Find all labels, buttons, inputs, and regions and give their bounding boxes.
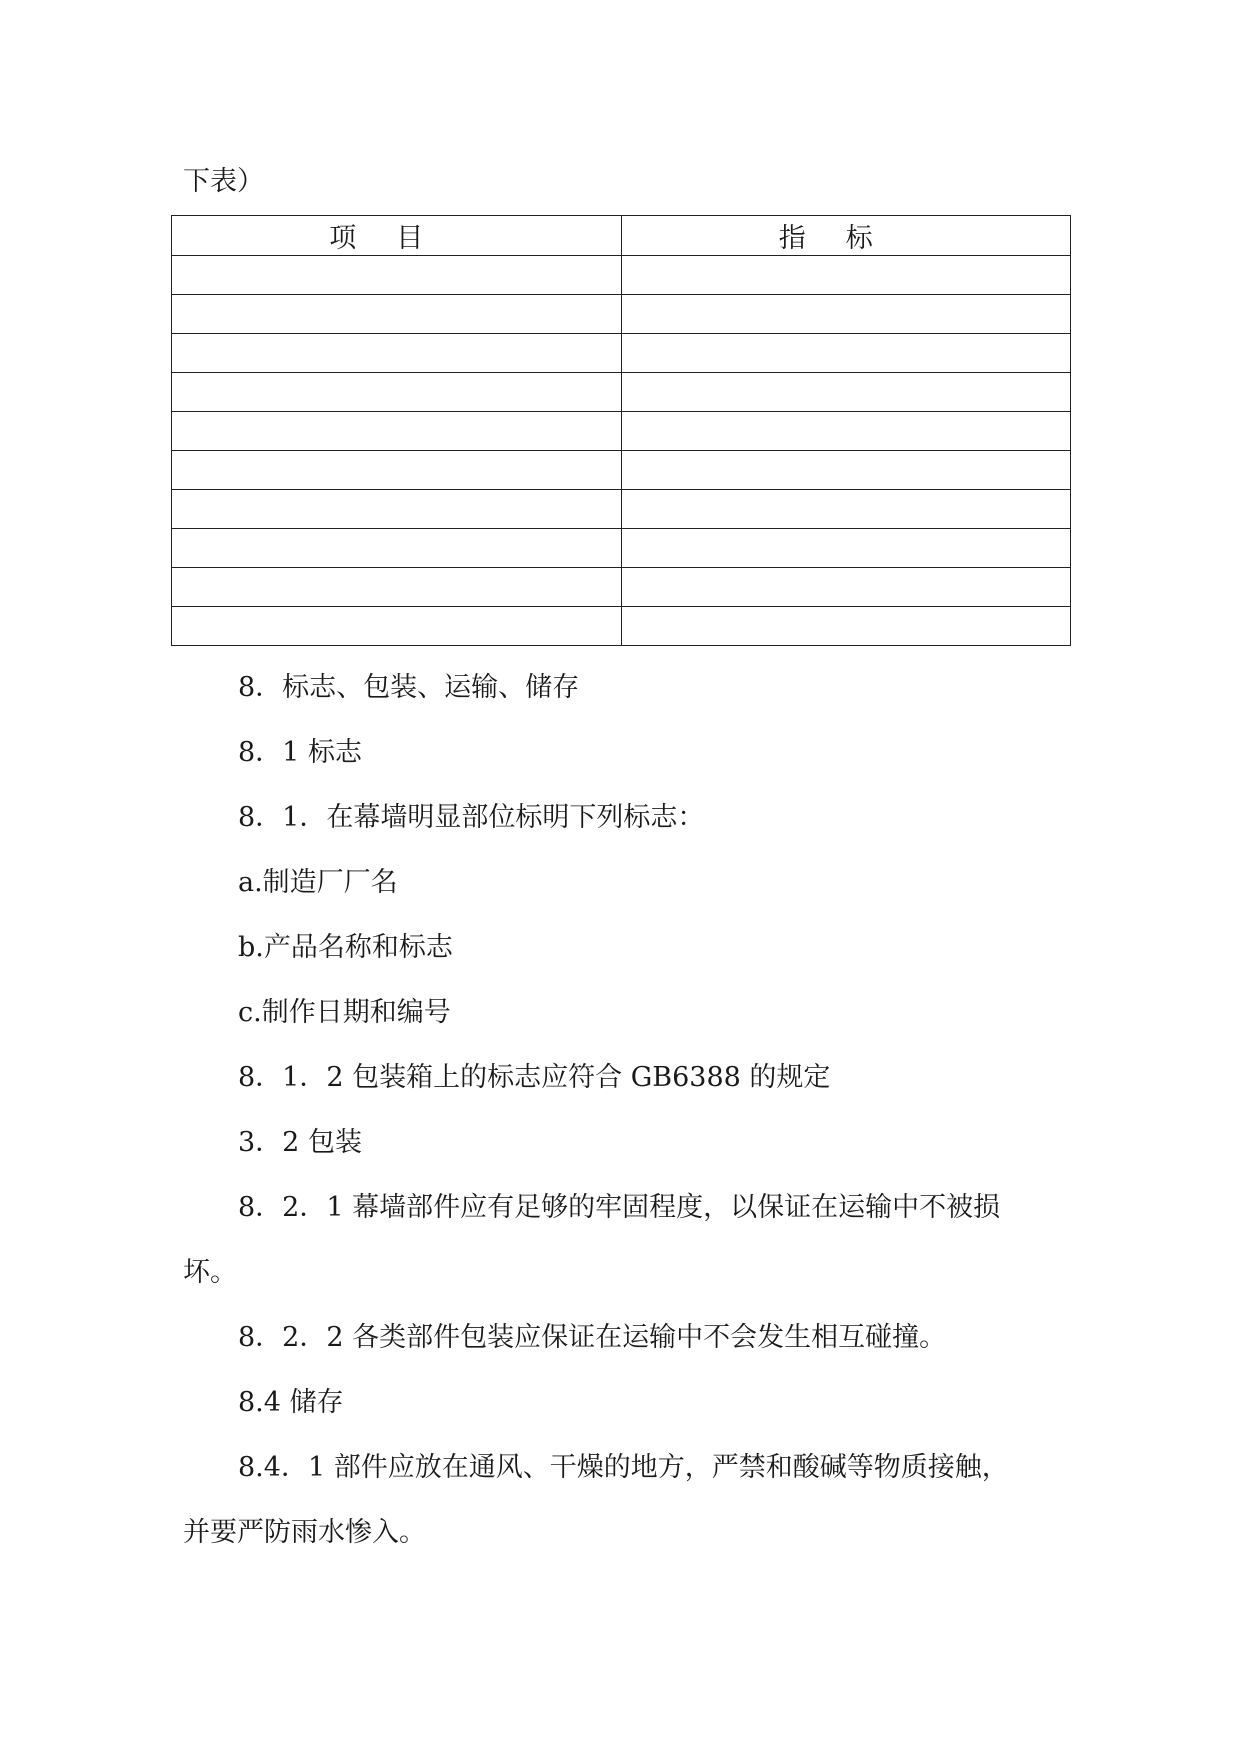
- table-row: [172, 568, 1071, 607]
- paragraph: 8．1 标志: [238, 737, 362, 768]
- paragraph: b.产品名称和标志: [238, 932, 453, 963]
- table-row: [172, 607, 1071, 646]
- table-cell-item: [172, 529, 622, 568]
- table-cell-index: [621, 490, 1071, 529]
- paragraph: 并要严防雨水惨入。: [183, 1517, 426, 1548]
- paragraph: 8.4．1 部件应放在通风、干燥的地方，严禁和酸碱等物质接触，: [238, 1452, 1009, 1483]
- table-cell-index: [621, 529, 1071, 568]
- body-text: [0, 655, 1241, 1565]
- table-cell-index: [621, 412, 1071, 451]
- table-cell-index: [621, 451, 1071, 490]
- table-row: [172, 451, 1071, 490]
- paragraph: 8．1．2 包装箱上的标志应符合 GB6388 的规定: [238, 1062, 831, 1093]
- table-row: [172, 334, 1071, 373]
- table-cell-item: [172, 373, 622, 412]
- spec-table: [171, 215, 1071, 646]
- paragraph: 8．2．2 各类部件包装应保证在运输中不会发生相互碰撞。: [238, 1322, 947, 1353]
- table-cell-index: [621, 295, 1071, 334]
- table-cell-item: [172, 607, 622, 646]
- table-cell-index: [621, 256, 1071, 295]
- table-body: [172, 256, 1071, 646]
- paragraph: a.制造厂厂名: [238, 867, 398, 898]
- table-row: [172, 256, 1071, 295]
- paragraph: 8．1．在幕墙明显部位标明下列标志：: [238, 802, 705, 833]
- table-cell-item: [172, 295, 622, 334]
- paragraph: c.制作日期和编号: [238, 997, 451, 1028]
- paragraph: 8．标志、包装、运输、储存: [238, 672, 580, 703]
- table-row: [172, 412, 1071, 451]
- table-header-row: [172, 216, 1071, 256]
- table-cell-index: [621, 607, 1071, 646]
- table-cell-index: [621, 334, 1071, 373]
- header-item: 项目: [172, 216, 622, 256]
- table-cell-item: [172, 412, 622, 451]
- paragraph: 8.4 储存: [238, 1387, 344, 1418]
- paragraph: 坏。: [183, 1257, 237, 1288]
- table-cell-item: [172, 451, 622, 490]
- intro-text: 下表）: [183, 166, 264, 197]
- table-cell-item: [172, 256, 622, 295]
- paragraph: 3．2 包装: [238, 1127, 362, 1158]
- table-cell-index: [621, 373, 1071, 412]
- table-row: [172, 490, 1071, 529]
- table-row: [172, 373, 1071, 412]
- paragraph: 8．2．1 幕墙部件应有足够的牢固程度，以保证在运输中不被损: [238, 1192, 1001, 1223]
- table-cell-item: [172, 568, 622, 607]
- table-cell-item: [172, 334, 622, 373]
- table-cell-index: [621, 568, 1071, 607]
- table-row: [172, 295, 1071, 334]
- table-cell-item: [172, 490, 622, 529]
- table-row: [172, 529, 1071, 568]
- header-index: 指标: [621, 216, 1071, 256]
